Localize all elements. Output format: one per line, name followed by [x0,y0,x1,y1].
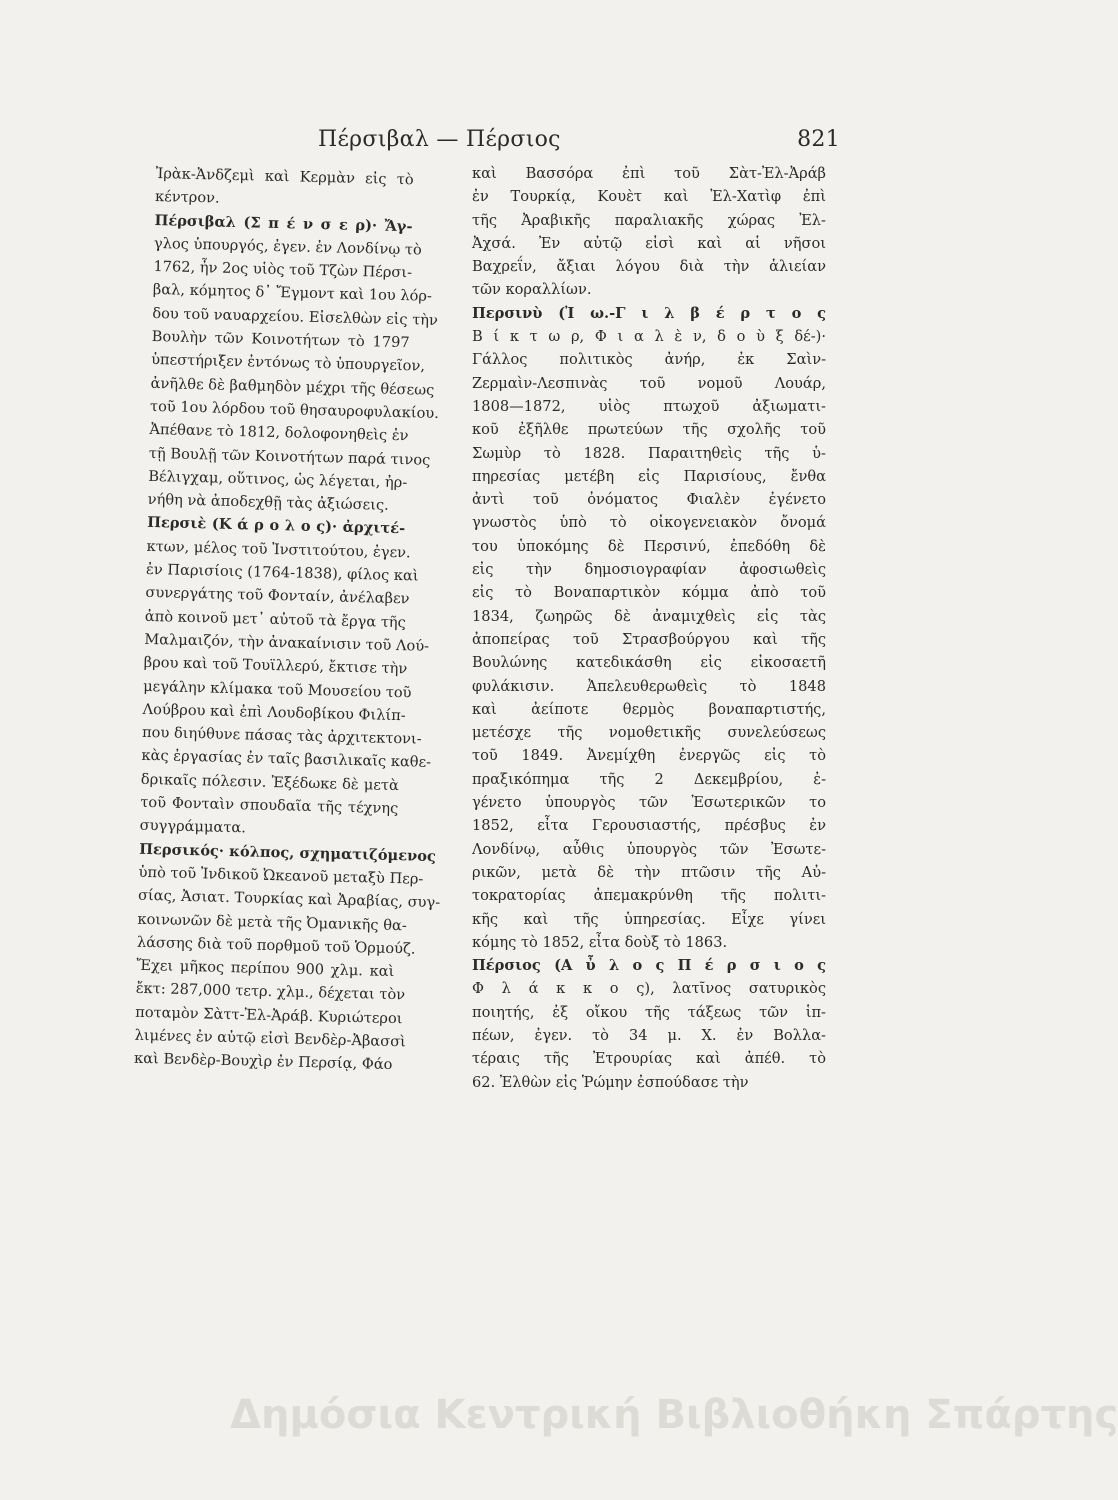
text-line: Σωμὺρ τὸ 1828. Παραιτηθεὶς τῆς ὑ- [472,444,826,462]
entry-headword-line: Περσικός· κόλπος, σχηματιζόμενος [139,840,437,865]
text-line: ἐν Τουρκίᾳ, Κουὲτ καὶ Ἐλ-Χατὶφ ἐπὶ [472,188,826,206]
text-line: βρου καὶ τοῦ Τουϊλλερύ, ἔκτισε τὴν [143,654,408,678]
text-line: πραξικόπημα τῆς 2 Δεκεμβρίου, ἐ- [472,770,826,788]
text-line: ὑπεστήριξεν ἐντόνως τὸ ὑπουργεῖον, [150,351,426,376]
entry-headword-line: Περσιὲ (Κ ά ρ ο λ ο ς)· ἀρχιτέ- [146,514,406,538]
text-line: Μαλμαιζόν, τὴν ἀνακαίνισιν τοῦ Λού- [144,630,430,655]
text-line: μετέσχε τῆς νομοθετικῆς συνελεύσεως [472,724,826,742]
text-line: κῆς καὶ τῆς ὑπηρεσίας. Εἶχε γίνει [472,910,826,928]
text-line: δρικαῖς πόλεσιν. Ἐξέδωκε δὲ μετὰ [140,770,400,794]
text-line: συνεργάτης τοῦ Φονταίν, ἀνέλαβεν [145,584,410,608]
text-line: Γάλλος πολιτικὸς ἀνήρ, ἐκ Σαὶν- [472,351,826,369]
text-line: ποταμὸν Σὰττ-Ἐλ-Ἀράβ. Κυριώτεροι [135,1003,403,1027]
text-line: κοινωνῶν δὲ μετὰ τῆς Ὀμανικῆς θα- [137,910,407,934]
text-line: κέντρον. [154,188,220,207]
text-line: γλος ὑπουργός, ἐγεν. ἐν Λονδίνῳ τὸ [153,234,422,259]
text-line: Λονδίνῳ, αὖθις ὑπουργὸς τῶν Ἐσωτε- [472,840,826,858]
text-line: ἀποπείρας τοῦ Στρασβούργου καὶ τῆς [472,630,826,648]
text-line: καὶ ἀείποτε θερμὸς βοναπαρτιστής, [472,700,826,718]
text-line: γνωστὸς ὑπὸ τὸ οἰκογενειακὸν ὄνομά [472,514,826,532]
text-line: που διηύθυνε πάσας τὰς ἀρχιτεκτονι- [141,723,422,748]
text-line: κὰς ἐργασίας ἐν ταῖς βασιλικαῖς καθε- [141,747,432,772]
text-line: ποιητής, ἐξ οἴκου τῆς τάξεως τῶν ἱπ- [472,1003,826,1021]
text-line: του ὑποκόμης δὲ Περσινύ, ἐπεδόθη δὲ [472,537,826,555]
text-line: τοῦ 1ου λόρδου τοῦ θησαυροφυλακίου. [149,397,440,422]
text-line: Ἰρὰκ-Ἀνδζεμὶ καὶ Κερμὰν εἰς τὸ [155,164,414,189]
page-number: 821 [797,127,840,152]
text-line: κόμης τὸ 1852, εἶτα δοὺξ τὸ 1863. [472,933,728,951]
text-line: Βαχρεΐν, ἄξιαι λόγου διὰ τὴν ἁλιείαν [472,258,826,276]
text-line: εἰς τὸ Βοναπαρτικὸν κόμμα ἀπὸ τοῦ [472,584,826,602]
text-line: Ἀχσά. Ἐν αὐτῷ εἰσὶ καὶ αἱ νῆσοι [472,234,826,252]
text-line: Ἀπέθανε τὸ 1812, δολοφονηθεὶς ἐν [149,421,409,445]
text-line: ἐν Παρισίοις (1764-1838), φίλος καὶ [145,560,419,585]
text-line: ὑπὸ τοῦ Ἰνδικοῦ Ὠκεανοῦ μεταξὺ Περ- [138,863,424,888]
text-line: πέων, ἐγεν. τὸ 34 μ. Χ. ἐν Βολλα- [472,1026,826,1044]
left-column [133,162,441,1077]
text-line: Ἔχει μῆκος περίπου 900 χλμ. καὶ [136,956,395,981]
text-line: φυλάκισιν. Ἀπελευθερωθεὶς τὸ 1848 [472,677,826,695]
text-line: Βέλιγχαμ, οὕτινος, ὡς λέγεται, ἠρ- [148,467,408,492]
text-line: συγγράμματα. [139,817,247,837]
text-line: Ζερμαὶν-Λεσπινὰς τοῦ νομοῦ Λουάρ, [472,374,826,392]
text-line: νήθη νὰ ἀποδεχθῇ τὰς ἀξιώσεις. [147,491,389,514]
entry-headword-line: Περσινὺ (Ἰ ω.-Γ ι λ β έ ρ τ ο ς [472,304,826,322]
text-line: ἀνῆλθε δὲ βαθμηδὸν μέχρι τῆς θέσεως [150,374,435,399]
text-line: κτων, μέλος τοῦ Ἰνστιτούτου, ἐγεν. [146,537,411,562]
text-line: λάσσης διὰ τοῦ πορθμοῦ τοῦ Ὁρμούζ. [136,933,416,958]
text-line: δου τοῦ ναυαρχείου. Εἰσελθὼν εἰς τὴν [152,304,439,329]
text-line: τῶν κοραλλίων. [472,281,592,299]
text-line: εἰς τὴν δημοσιογραφίαν ἀφοσιωθεὶς [472,561,826,579]
text-line: τῆς Ἀραβικῆς παραλιακῆς χώρας Ἐλ- [472,211,826,229]
text-line: Βουλώνης κατεδικάσθη εἰς εἰκοσαετῆ [472,654,826,672]
text-line: ἔκτ: 287,000 τετρ. χλμ., δέχεται τὸν [135,980,406,1004]
text-line: Βουλὴν τῶν Κοινοτήτων τὸ 1797 [151,328,410,352]
entry-headword-line: Πέρσιος (Α ὖ λ ο ς Π έ ρ σ ι ο ς [472,957,826,975]
text-line: σίας, Ἀσιατ. Τουρκίας καὶ Ἀραβίας, συγ- [137,886,441,912]
text-line: τοκρατορίας ἀπεμακρύνθη τῆς πολιτι- [472,887,826,905]
text-line: 1762, ἦν 2ος υἱὸς τοῦ Τζὼν Πέρσι- [153,258,413,282]
right-column [472,162,826,1094]
text-line: κοῦ ἐξῆλθε πρωτεύων τῆς σχολῆς τοῦ [472,421,826,439]
text-line: ἀπὸ κοινοῦ μετ᾽ αὐτοῦ τὰ ἔργα τῆς [144,607,407,631]
text-line: τοῦ Φονταὶν σπουδαῖα τῆς τέχνης [140,793,399,818]
text-line: πηρεσίας μετέβη εἰς Παρισίους, ἔνθα [472,467,826,485]
text-line: ἀντὶ τοῦ ὀνόματος Φιαλὲν ἐγένετο [472,491,826,509]
text-line: μεγάλην κλίμακα τοῦ Μουσείου τοῦ [142,677,412,701]
text-line: καὶ Βενδὲρ-Βουχὶρ ἐν Περσίᾳ, Φάο [133,1050,393,1074]
text-line: τοῦ 1849. Ἀνεμίχθη ἐνεργῶς εἰς τὸ [472,747,826,765]
text-line: 1852, εἶτα Γερουσιαστής, πρέσβυς ἐν [472,817,826,835]
library-watermark: Δημόσια Κεντρική Βιβλιοθήκη Σπάρτης [230,1392,1118,1438]
text-line: βαλ, κόμητος δ᾽ Ἔγμοντ καὶ 1ου λόρ- [152,281,433,306]
running-title: Πέρσιβαλ — Πέρσιος [318,127,561,152]
text-line: 1834, ζωηρῶς δὲ ἀναμιχθεὶς εἰς τὰς [472,607,826,625]
text-line: τῇ Βουλῇ τῶν Κοινοτήτων παρά τινος [148,444,431,469]
entry-headword-line: Πέρσιβαλ (Σ π έ ν σ ε ρ)· Ἄγ- [154,211,413,235]
text-line: Φ λ ά κ κ ο ς), λατῖνος σατυρικὸς [472,980,826,998]
text-line: καὶ Βασσόρα ἐπὶ τοῦ Σὰτ-Ἐλ-Ἀράβ [472,165,826,182]
text-line: τέραις τῆς Ἐτρουρίας καὶ ἀπέθ. τὸ [472,1050,826,1068]
text-line: γένετο ὑπουργὸς τῶν Ἐσωτερικῶν το [472,794,826,812]
text-line: 62. Ἐλθὼν εἰς Ῥώμην ἐσπούδασε τὴν [472,1073,749,1091]
text-line: 1808—1872, υἱὸς πτωχοῦ ἀξιωματι- [472,397,826,415]
text-line: Λούβρου καὶ ἐπὶ Λουδοβίκου Φιλίπ- [142,700,406,725]
text-line: ρικῶν, μετὰ δὲ τὴν πτῶσιν τῆς Αὐ- [472,863,826,881]
text-line: Β ί κ τ ω ρ, Φ ι α λ ὲ ν, δ ο ὺ ξ δέ-)· [472,328,826,346]
text-line: λιμένες ἐν αὐτῷ εἰσὶ Βενδὲρ-Ἀβασσὶ [134,1026,407,1051]
